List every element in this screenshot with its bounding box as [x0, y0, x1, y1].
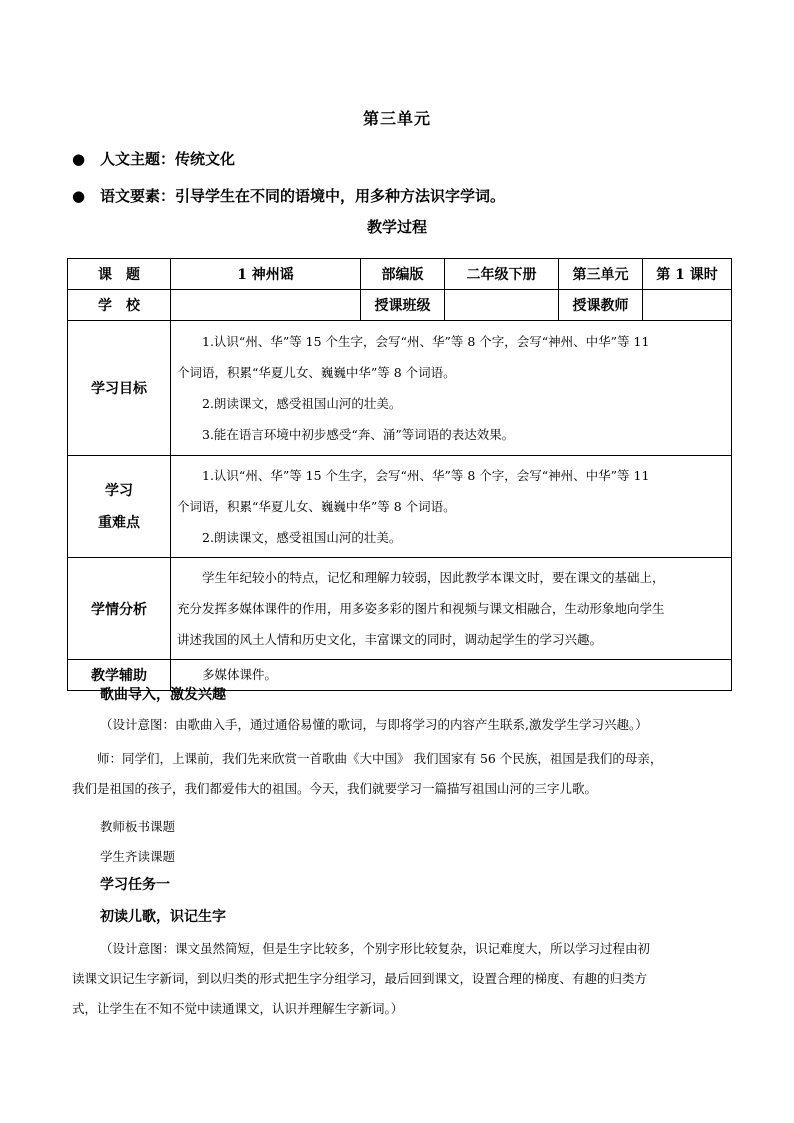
topic-label: 课 题	[68, 259, 171, 290]
design-intent-2-line3: 式，让学生在不知不觉中读通课文，认识并理解生字新词。）	[72, 1001, 404, 1016]
key-point-line: 个词语，积累“华夏儿女、巍巍中华”等 8 个词语。	[177, 499, 456, 514]
school-label: 学 校	[68, 290, 171, 321]
goal-line: 2.朗读课文，感受祖国山河的壮美。	[202, 396, 402, 411]
analysis-label: 学情分析	[68, 558, 171, 660]
lesson-plan-table	[67, 258, 732, 691]
bullet-language-element	[72, 185, 505, 206]
bullet-text: 人文主题：传统文化	[100, 150, 236, 168]
aid-text: 多媒体课件。	[202, 667, 278, 682]
grade: 二年级下册	[445, 259, 559, 290]
bullet-humanistic-theme	[72, 148, 235, 169]
analysis-line: 学生年纪较小的特点，记忆和理解力较弱，因此教学本课文时，要在课文的基础上，	[202, 570, 665, 585]
key-points-label-line2: 重难点	[98, 514, 140, 531]
design-intent-2-line1: （设计意图：课文虽然简短，但是生字比较多，个别字形比较复杂，识记难度大，所以学习过程由初	[100, 941, 651, 956]
aid-label: 教学辅助	[68, 660, 171, 691]
analysis-content	[171, 558, 732, 660]
board-title: 教师板书课题	[100, 819, 176, 834]
lesson-period: 第 1 课时	[643, 259, 732, 290]
table-row-school	[68, 290, 732, 321]
goals-label: 学习目标	[68, 321, 171, 456]
section-title: 教学过程	[366, 218, 427, 236]
bullet-text: 语文要素：引导学生在不同的语境中，用多种方法识字学词。	[100, 187, 506, 205]
teacher-speech-line1: 师：同学们，上课前，我们先来欣赏一首歌曲《大中国》 我们国家有 56 个民族，祖国是我们的母亲，	[97, 751, 663, 766]
unit: 第三单元	[559, 259, 643, 290]
key-point-line: 1.认识“州、华”等 15 个生字，会写“州、华”等 8 个字，会写“神州、中华”等 11	[202, 468, 650, 483]
unit-title: 第三单元	[362, 109, 431, 128]
key-points-label	[68, 456, 171, 558]
heading-song-intro: 歌曲导入，激发兴趣	[100, 687, 226, 703]
goal-line: 3.能在语言环境中初步感受“奔、涌”等词语的表达效果。	[202, 427, 515, 442]
bullet-dot-icon: ●	[72, 150, 86, 168]
key-points-label-line1: 学习	[105, 482, 133, 499]
task-heading: 学习任务一	[100, 877, 170, 893]
analysis-line: 充分发挥多媒体课件的作用，用多姿多彩的图片和视频与课文相融合，生动形象地向学生	[177, 601, 665, 616]
goals-content	[171, 321, 732, 456]
teacher-speech-line2: 我们是祖国的孩子，我们都爱伟大的祖国。今天，我们就要学习一篇描写祖国山河的三字儿歌。	[72, 781, 598, 796]
design-intent-1: （设计意图：由歌曲入手，通过通俗易懂的歌词，与即将学习的内容产生联系,激发学生学习兴趣。）	[100, 717, 648, 732]
teacher-value	[643, 290, 732, 321]
heading-first-reading: 初读儿歌，识记生字	[100, 909, 226, 925]
bullet-dot-icon: ●	[72, 187, 86, 205]
table-row-analysis	[68, 558, 732, 660]
analysis-line: 讲述我国的风土人情和历史文化，丰富课文的同时，调动起学生的学习兴趣。	[177, 632, 603, 647]
lesson-body	[72, 680, 732, 1024]
topic-value: 1 神州谣	[171, 259, 361, 290]
teacher-label: 授课教师	[559, 290, 643, 321]
goal-line: 1.认识“州、华”等 15 个生字，会写“州、华”等 8 个字，会写“神州、中华”等 11	[202, 334, 650, 349]
edition: 部编版	[361, 259, 445, 290]
key-point-line: 2.朗读课文，感受祖国山河的壮美。	[202, 530, 402, 545]
class-value	[445, 290, 559, 321]
table-row-topic	[68, 259, 732, 290]
table-row-goals	[68, 321, 732, 456]
goal-line: 个词语，积累“华夏儿女、巍巍中华”等 8 个词语。	[177, 365, 456, 380]
class-label: 授课班级	[361, 290, 445, 321]
read-title: 学生齐读课题	[100, 849, 176, 864]
school-value	[171, 290, 361, 321]
table-row-key-points	[68, 456, 732, 558]
design-intent-2-line2: 读课文识记生字新词，到以归类的形式把生字分组学习，最后回到课文，设置合理的梯度、有趣的归类方	[72, 971, 648, 986]
key-points-content	[171, 456, 732, 558]
